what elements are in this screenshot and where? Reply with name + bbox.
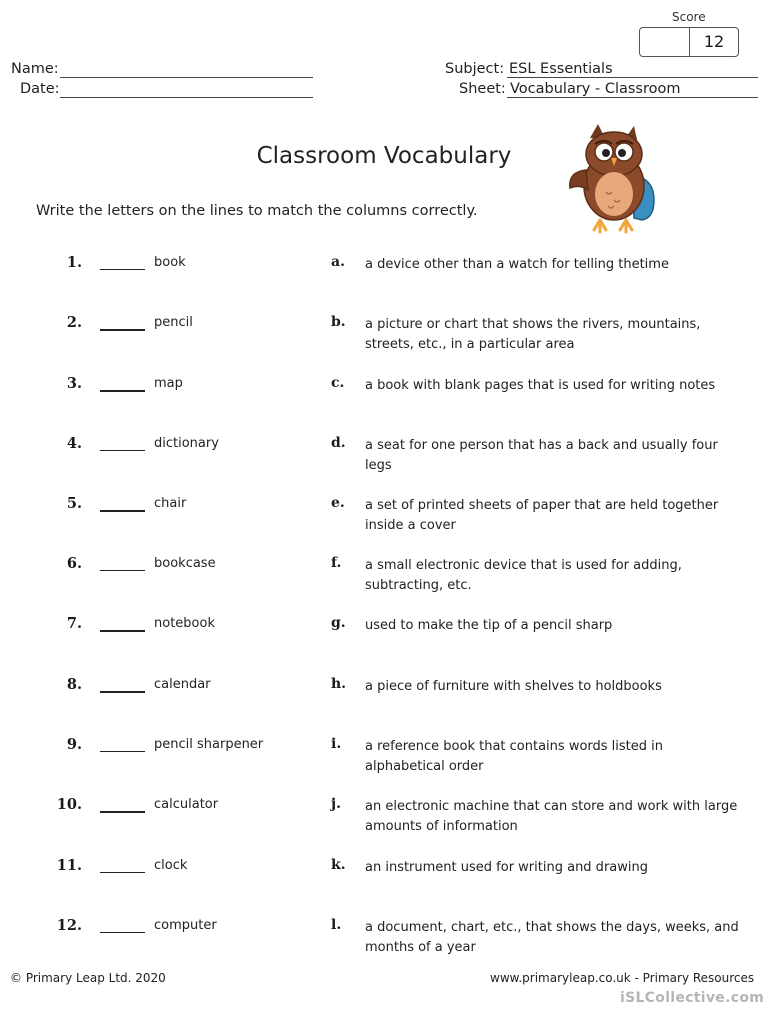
vocab-word: pencil sharpener bbox=[154, 737, 264, 752]
definition-text: an instrument used for writing and drawing bbox=[365, 860, 648, 875]
answer-blank[interactable] bbox=[100, 329, 145, 331]
answer-blank[interactable] bbox=[100, 510, 145, 512]
match-row-5 bbox=[0, 495, 768, 545]
score-label: Score bbox=[672, 10, 706, 24]
owl-icon bbox=[562, 120, 670, 238]
answer-blank[interactable] bbox=[100, 570, 145, 571]
vocab-word: clock bbox=[154, 858, 188, 873]
definition-letter: d. bbox=[331, 435, 346, 451]
watermark: iSLCollective.com bbox=[620, 990, 765, 1006]
match-row-2 bbox=[0, 314, 768, 364]
name-field[interactable] bbox=[60, 77, 313, 78]
definition-text: a set of printed sheets of paper that are held together inside a cover bbox=[365, 498, 719, 533]
subject-value: ESL Essentials bbox=[509, 61, 613, 77]
item-number: 12. bbox=[56, 917, 82, 934]
match-row-7 bbox=[0, 615, 768, 665]
subject-underline bbox=[507, 77, 758, 78]
vocab-word: notebook bbox=[154, 616, 215, 631]
definition-letter: g. bbox=[331, 615, 346, 631]
match-row-12 bbox=[0, 917, 768, 967]
answer-blank[interactable] bbox=[100, 872, 145, 873]
item-number: 8. bbox=[66, 676, 82, 693]
vocab-word: chair bbox=[154, 496, 187, 511]
answer-blank[interactable] bbox=[100, 630, 145, 632]
definition-letter: k. bbox=[331, 857, 346, 873]
definition-text: a reference book that contains words listed in alphabetical order bbox=[365, 739, 664, 774]
definition-letter: j. bbox=[331, 796, 341, 812]
vocab-word: map bbox=[154, 376, 183, 391]
sheet-value: Vocabulary - Classroom bbox=[510, 81, 681, 97]
vocab-word: book bbox=[154, 255, 186, 270]
vocab-word: computer bbox=[154, 918, 217, 933]
item-number: 4. bbox=[66, 435, 82, 452]
item-number: 6. bbox=[66, 555, 82, 572]
vocab-word: calendar bbox=[154, 677, 211, 692]
match-row-11 bbox=[0, 857, 768, 907]
definition-text: an electronic machine that can store and work with large amounts of information bbox=[365, 799, 738, 834]
definition-text: a document, chart, etc., that shows the days, weeks, and months of a year bbox=[365, 920, 739, 955]
match-row-10 bbox=[0, 796, 768, 846]
item-number: 2. bbox=[66, 314, 82, 331]
item-number: 10. bbox=[56, 796, 82, 813]
definition-text: a device other than a watch for telling thetime bbox=[365, 257, 669, 272]
definition-text: a book with blank pages that is used for writing notes bbox=[365, 378, 716, 393]
definition-letter: c. bbox=[331, 375, 345, 391]
match-row-9 bbox=[0, 736, 768, 786]
instructions: Write the letters on the lines to match the columns correctly. bbox=[36, 203, 478, 219]
definition-text: a small electronic device that is used for adding, subtracting, etc. bbox=[365, 558, 682, 593]
item-number: 7. bbox=[66, 615, 82, 632]
page-title: Classroom Vocabulary bbox=[256, 143, 512, 169]
score-input[interactable] bbox=[640, 28, 690, 56]
answer-blank[interactable] bbox=[100, 932, 145, 933]
vocab-word: calculator bbox=[154, 797, 219, 812]
item-number: 1. bbox=[66, 254, 82, 271]
item-number: 11. bbox=[56, 857, 82, 874]
definition-text: a picture or chart that shows the rivers, mountains, streets, etc., in a particular area bbox=[365, 317, 701, 352]
match-row-8 bbox=[0, 676, 768, 726]
footer-website[interactable]: www.primaryleap.co.uk - Primary Resources bbox=[490, 971, 755, 985]
match-row-1 bbox=[0, 254, 768, 304]
vocab-word: bookcase bbox=[154, 556, 216, 571]
definition-letter: i. bbox=[331, 736, 342, 752]
definition-letter: f. bbox=[331, 555, 342, 571]
vocab-word: dictionary bbox=[154, 436, 219, 451]
definition-letter: l. bbox=[331, 917, 342, 933]
item-number: 5. bbox=[66, 495, 82, 512]
definition-text: used to make the tip of a pencil sharp bbox=[365, 618, 613, 633]
definition-text: a piece of furniture with shelves to holdbooks bbox=[365, 679, 662, 694]
answer-blank[interactable] bbox=[100, 751, 145, 752]
score-total: 12 bbox=[703, 32, 725, 51]
answer-blank[interactable] bbox=[100, 450, 145, 451]
subject-label: Subject: bbox=[445, 61, 505, 77]
item-number: 9. bbox=[66, 736, 82, 753]
date-field[interactable] bbox=[60, 97, 313, 98]
definition-text: a seat for one person that has a back and usually four legs bbox=[365, 438, 718, 473]
answer-blank[interactable] bbox=[100, 691, 145, 693]
match-row-4 bbox=[0, 435, 768, 485]
item-number: 3. bbox=[66, 375, 82, 392]
sheet-label: Sheet: bbox=[459, 81, 506, 97]
answer-blank[interactable] bbox=[100, 269, 145, 270]
definition-letter: h. bbox=[331, 676, 347, 692]
answer-blank[interactable] bbox=[100, 390, 145, 392]
name-label: Name: bbox=[11, 61, 59, 77]
score-box bbox=[639, 27, 739, 57]
vocab-word: pencil bbox=[154, 315, 193, 330]
date-label: Date: bbox=[20, 81, 60, 97]
match-row-3 bbox=[0, 375, 768, 425]
definition-letter: a. bbox=[331, 254, 345, 270]
match-row-6 bbox=[0, 555, 768, 605]
footer-copyright: © Primary Leap Ltd. 2020 bbox=[10, 971, 166, 985]
sheet-underline bbox=[507, 97, 758, 98]
answer-blank[interactable] bbox=[100, 811, 145, 813]
definition-letter: e. bbox=[331, 495, 345, 511]
definition-letter: b. bbox=[331, 314, 346, 330]
